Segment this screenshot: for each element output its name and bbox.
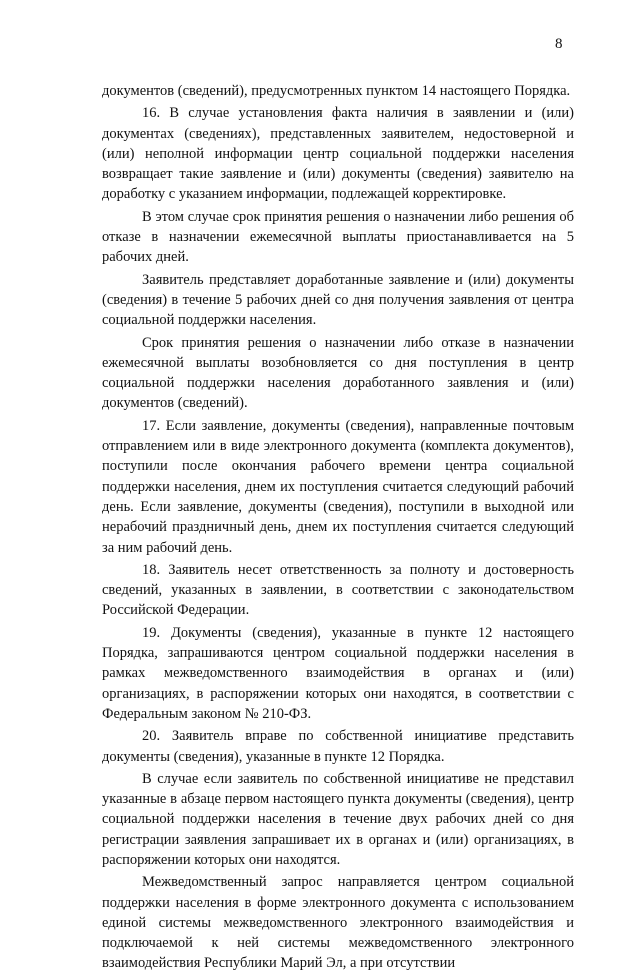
paragraph-suspension: В этом случае срок принятия решения о назначении либо решения об отказе в назначении ежемесячной выплаты приостанавливается на 5 рабочих дней.	[102, 208, 574, 266]
paragraph-item-19: 19. Документы (сведения), указанные в пункте 12 настоящего Порядка, запрашиваются центром социальной поддержки населения в рамках межведомственного взаимодействия в органах и (или) организациях, в распоряжении которых они находятся, в соответствии с Федеральным законом № 210-ФЗ.	[102, 624, 574, 722]
paragraph-interagency-request: Межведомственный запрос направляется центром социальной поддержки населения в форме электронного документа с использованием единой системы межведомственного электронного взаимодействия и подключаемой к ней системы межведомственного электронного взаимодействия Республики Марий Эл, а при отсутствии	[102, 874, 574, 972]
paragraph-resubmission: Заявитель представляет доработанные заявление и (или) документы (сведения) в течение 5 рабочих дней со дня получения заявления от центра социальной поддержки населения.	[102, 271, 574, 329]
paragraph-resumption: Срок принятия решения о назначении либо отказе в назначении ежемесячной выплаты возобновляется со дня поступления в центр социальной поддержки населения доработанного заявления и (или) документов (сведений).	[102, 334, 574, 412]
paragraph-item-16: 16. В случае установления факта наличия в заявлении и (или) документах (сведениях), представленных заявителем, недостоверной и (или) неполной информации центр социальной поддержки населения возвращает такие заявление и (или) документы (сведения) заявителю на доработку с указанием информации, подлежащей корректировке.	[102, 105, 574, 203]
document-body	[102, 81, 574, 974]
paragraph-item-17: 17. Если заявление, документы (сведения), направленные почтовым отправлением или в виде электронного документа (комплекта документов), поступили после окончания рабочего времени центра социальной поддержки населения, днем их поступления считается следующий рабочий день. Если заявление, документы (сведения), поступили в выходной или нерабочий праздничный день, днем их поступления считается следующий за ним рабочий день.	[102, 417, 574, 556]
paragraph-item-20: 20. Заявитель вправе по собственной инициативе представить документы (сведения), указанные в пункте 12 Порядка.	[102, 728, 574, 765]
paragraph-continuation: документов (сведений), предусмотренных пунктом 14 настоящего Порядка.	[102, 83, 571, 99]
paragraph-own-initiative: В случае если заявитель по собственной инициативе не представил указанные в абзаце первом настоящего пункта документы (сведения), центр социальной поддержки населения в течение двух рабочих дней со дня регистрации заявления запрашивает их в органах и (или) организациях, в распоряжении которых они находятся.	[102, 770, 574, 868]
paragraph-item-18: 18. Заявитель несет ответственность за полноту и достоверность сведений, указанных в заявлении, в соответствии с законодательством Российской Федерации.	[102, 561, 574, 619]
page-number: 8	[555, 36, 563, 52]
